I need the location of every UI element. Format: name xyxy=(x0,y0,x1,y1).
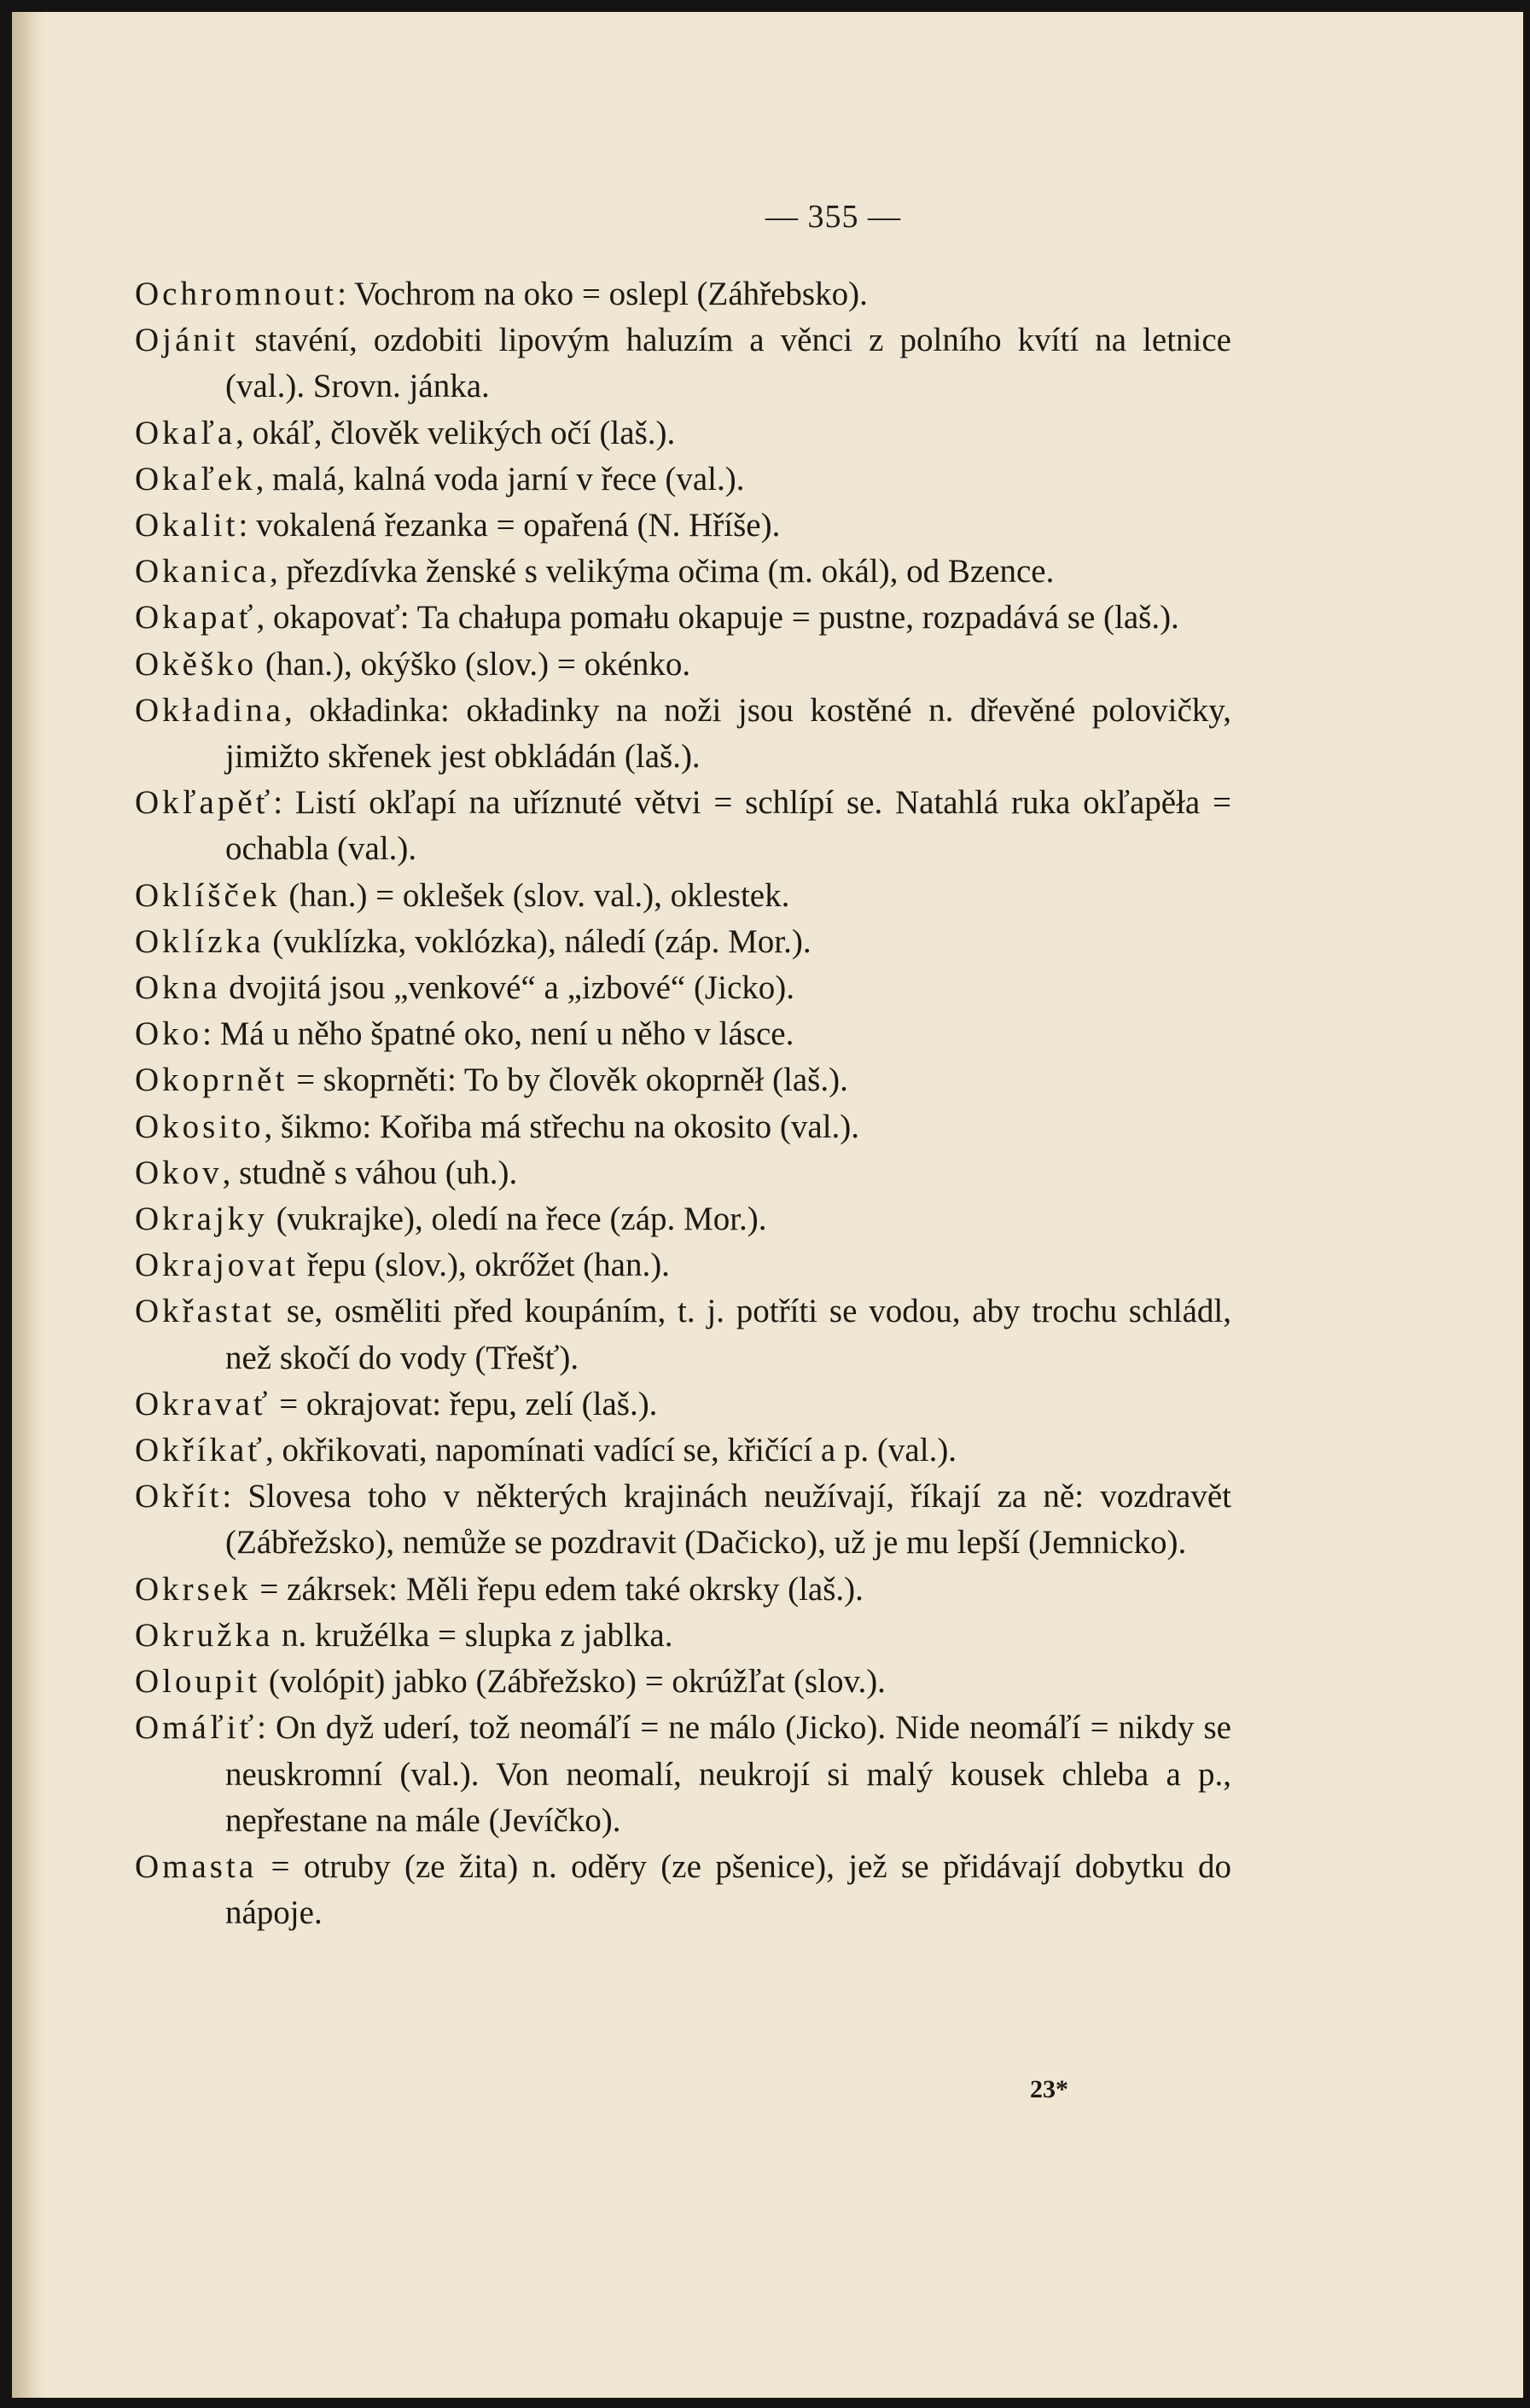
entry-definition: = otruby (ze žita) n. oděry (ze pšenice), jež se přidávají dobytku do nápoje. xyxy=(225,1847,1231,1932)
dictionary-entry xyxy=(135,1844,1231,1936)
dictionary-entry xyxy=(135,1613,1231,1659)
entry-definition: (vuklízka, voklózka), náledí (záp. Mor.). xyxy=(264,922,812,960)
entry-definition: stavéní, ozdobiti lipovým haluzím a věnci z polního kvítí na letnice (val.). Srovn. jánka. xyxy=(225,322,1231,405)
dictionary-entry xyxy=(135,1104,1231,1150)
entry-definition: , studně s váhou (uh.). xyxy=(222,1154,518,1191)
entry-definition: : vokalená řezanka = opařená (N. Hříše). xyxy=(238,507,781,544)
scan-edge-left xyxy=(0,0,12,2408)
dictionary-entry xyxy=(135,549,1231,595)
entry-headword: Okřít xyxy=(135,1478,223,1515)
dictionary-entry xyxy=(135,1150,1231,1196)
dictionary-entry xyxy=(135,1196,1231,1242)
dictionary-entry xyxy=(135,1381,1231,1428)
dictionary-entry xyxy=(135,317,1231,410)
dictionary-entry xyxy=(135,919,1231,965)
dictionary-entry xyxy=(135,1428,1231,1474)
entry-headword: Oklízka xyxy=(135,922,265,960)
dictionary-entry xyxy=(135,873,1231,919)
entry-headword: Okružka xyxy=(135,1616,274,1654)
dictionary-entry xyxy=(135,1474,1231,1566)
entry-definition: , okładinka: okładinky na noži jsou kostěné n. dřevěné polovičky, jimižto skřenek jest obkládán (laš.). xyxy=(225,691,1231,776)
entry-headword: Okanica xyxy=(135,553,270,590)
page-number: — 355 — xyxy=(765,199,901,235)
entry-definition: , šikmo: Kořiba má střechu na okosito (val.). xyxy=(264,1108,860,1145)
entry-headword: Okřastat xyxy=(135,1293,276,1330)
dictionary-entry xyxy=(135,1011,1231,1057)
entry-headword: Oko xyxy=(135,1015,203,1053)
entry-definition: , přezdívka ženské s velikýma očima (m. okál), od Bzence. xyxy=(269,553,1055,590)
entry-definition: , okřikovati, napomínati vadící se, křičící a p. (val.). xyxy=(265,1432,957,1469)
scan-edge-right xyxy=(1523,0,1530,2408)
entry-headword: Okrsek xyxy=(135,1570,252,1608)
dictionary-entry xyxy=(135,1288,1231,1381)
entry-definition: (vukrajke), oledí na řece (záp. Mor.). xyxy=(267,1201,767,1238)
entry-headword: Okosito xyxy=(135,1108,265,1145)
entry-definition: : Vochrom na oko = oslepl (Záhřebsko). xyxy=(337,276,868,312)
entry-headword: Oklíšček xyxy=(135,876,281,914)
dictionary-entry xyxy=(135,688,1231,780)
entry-definition: : On dyž uderí, tož neomáľí = ne málo (Jicko). Nide neomáľí = nikdy se neuskromní (val.). Von neomalí, neukrojí si malý kousek chleba a p., nepřestane na mále (Jevíčko). xyxy=(225,1709,1231,1839)
entry-headword: Okľapěť xyxy=(135,784,274,822)
entry-definition: , okapovať: Ta chałupa pomału okapuje = pustne, rozpadává se (laš.). xyxy=(256,599,1179,637)
entry-definition: = okrajovat: řepu, zelí (laš.). xyxy=(271,1385,658,1422)
entry-definition: (volópit) jabko (Zábřežsko) = okrúžľat (slov.). xyxy=(260,1663,886,1701)
entry-headword: Okapať xyxy=(135,599,257,637)
dictionary-entry xyxy=(135,410,1231,457)
entry-headword: Omáľiť xyxy=(135,1709,258,1747)
entry-definition: (han.), okýško (slov.) = okénko. xyxy=(257,645,691,683)
entry-definition: = zákrsek: Měli řepu edem také okrsky (laš.). xyxy=(251,1570,864,1608)
entry-headword: Omasta xyxy=(135,1847,258,1885)
entry-definition: řepu (slov.), okrőžet (han.). xyxy=(298,1247,670,1284)
dictionary-entry xyxy=(135,1567,1231,1613)
entry-headword: Okrajky xyxy=(135,1201,268,1238)
entry-definition: dvojitá jsou „venkové“ a „izbové“ (Jicko). xyxy=(220,969,794,1007)
entry-definition: se, osměliti před koupáním, t. j. potříti se vodou, aby trochu schládl, než skočí do vody (Třešť). xyxy=(225,1293,1231,1376)
entry-definition: , okáľ, člověk velikých očí (laš.). xyxy=(236,414,676,451)
entry-headword: Okładina xyxy=(135,691,284,729)
entry-definition: n. kružélka = slupka z jablka. xyxy=(273,1616,673,1654)
dictionary-entry xyxy=(135,965,1231,1011)
entry-headword: Ochromnout xyxy=(135,276,338,312)
dictionary-entry xyxy=(135,642,1231,688)
scan-edge-top xyxy=(0,0,1530,12)
entry-headword: Okalit xyxy=(135,507,239,544)
entry-headword: Okov xyxy=(135,1154,223,1191)
dictionary-entry xyxy=(135,1659,1231,1705)
dictionary-entry xyxy=(135,595,1231,641)
binding-gutter xyxy=(12,12,44,2398)
printer-signature: 23* xyxy=(1030,2075,1068,2103)
dictionary-entry xyxy=(135,1057,1231,1103)
entry-definition: = skoprněti: To by člověk okoprněł (laš.). xyxy=(288,1061,848,1099)
entry-definition: : Listí okľapí na uříznuté větvi = schlípí se. Natahlá ruka okľapěła = ochabla (val.). xyxy=(225,784,1231,868)
entry-headword: Ojánit xyxy=(135,322,239,359)
entry-headword: Okrajovat xyxy=(135,1247,299,1284)
entry-headword: Okříkať xyxy=(135,1432,265,1469)
entry-headword: Oloupit xyxy=(135,1663,261,1701)
entry-headword: Okna xyxy=(135,969,221,1007)
entry-headword: Okravať xyxy=(135,1385,271,1422)
scan-edge-bottom xyxy=(0,2398,1530,2408)
entry-definition: (han.) = oklešek (slov. val.), oklestek. xyxy=(280,876,790,914)
entry-headword: Okaľek xyxy=(135,460,256,497)
entry-headword: Okoprnět xyxy=(135,1061,288,1099)
dictionary-entry xyxy=(135,1242,1231,1288)
entry-headword: Okěško xyxy=(135,645,258,683)
dictionary-entry xyxy=(135,271,1231,317)
entry-headword: Okaľa xyxy=(135,414,236,451)
entry-definition: : Slovesa toho v některých krajinách neužívají, říkají za ně: vozdravět (Zábřežsko), nemůže se pozdravit (Dačicko), už je mu lepší (Jemnicko). xyxy=(222,1478,1231,1562)
dictionary-entry xyxy=(135,503,1231,549)
entry-definition: , malá, kalná voda jarní v řece (val.). xyxy=(255,460,745,497)
dictionary-entry xyxy=(135,780,1231,872)
dictionary-entry xyxy=(135,1705,1231,1844)
dictionary-entries xyxy=(135,271,1231,1936)
dictionary-entry xyxy=(135,457,1231,503)
entry-definition: : Má u něho špatné oko, není u něho v lásce. xyxy=(202,1015,794,1053)
